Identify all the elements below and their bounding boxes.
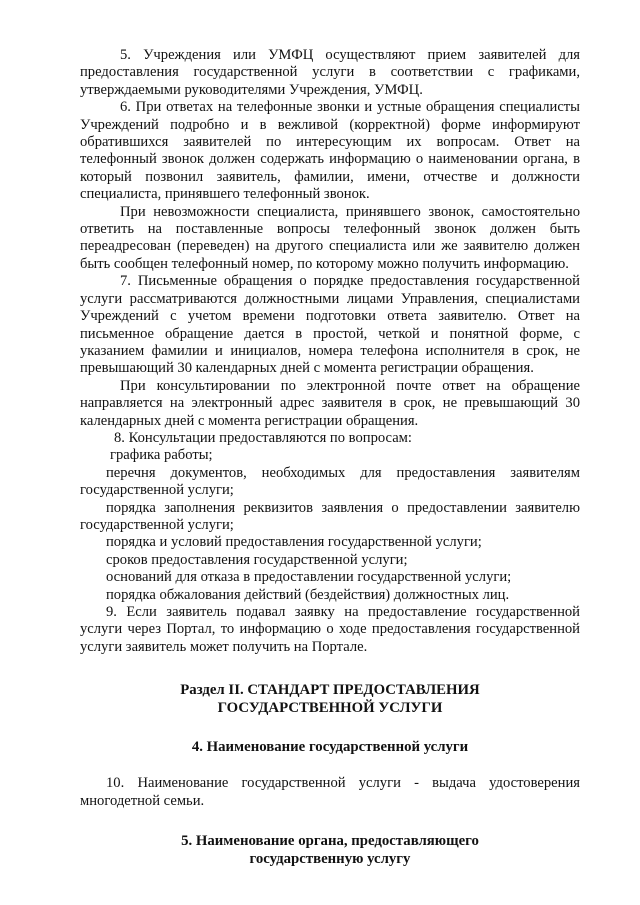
section-title-line-1: Раздел II. СТАНДАРТ ПРЕДОСТАВЛЕНИЯ xyxy=(180,682,480,699)
paragraph-6: 6. При ответах на телефонные звонки и устные обращения специалисты Учреждений подробно и в вежливой (корректной) форме информируют обратившихся заявителей по интересующим их вопросам. Ответ на телефонный звонок должен содержать информацию о наименовании органа, в который позвонил заявитель, фамилии, имени, отчестве и должности специалиста, принявшего телефонный звонок. xyxy=(80,99,580,203)
subsection-title-4: 4. Наименование государственной услуги xyxy=(191,739,469,756)
paragraph-7-continuation: При консультировании по электронной почте ответ на обращение направляется на электронный адрес заявителя в срок, не превышающий 30 календарных дней с момента регистрации обращения. xyxy=(80,377,580,429)
section-title xyxy=(80,681,580,717)
subsection-title-5-line-2: государственную услугу xyxy=(249,851,411,868)
list-item: перечня документов, необходимых для предоставления заявителям государственной услуги; xyxy=(80,464,580,499)
list-item: графика работы; xyxy=(110,447,213,464)
list-item: порядка обжалования действий (бездействия) должностных лиц. xyxy=(106,586,510,603)
subsection-title-5 xyxy=(80,832,580,868)
list-item: порядка и условий предоставления государственной услуги; xyxy=(106,534,482,551)
paragraph-8: 8. Консультации предоставляются по вопросам: xyxy=(114,429,412,446)
paragraph-5: 5. Учреждения или УМФЦ осуществляют прием заявителей для предоставления государственной услуги в соответствии с графиками, утверждаемыми руководителями Учреждения, УМФЦ. xyxy=(80,47,580,98)
list-item: порядка заполнения реквизитов заявления о предоставлении заявителю государственной услуги; xyxy=(80,499,580,533)
paragraph-9: 9. Если заявитель подавал заявку на предоставление государственной услуги через Портал, то информацию о ходе предоставления государственной услуги заявитель может получить на Портале. xyxy=(80,604,580,655)
document-page xyxy=(80,47,580,868)
subsection-title-5-line-1: 5. Наименование органа, предоставляющего xyxy=(181,833,479,850)
paragraph-6-continuation: При невозможности специалиста, принявшего звонок, самостоятельно ответить на поставленные вопросы телефонный звонок должен быть переадресован (переведен) на другого специалиста или же заявителю должен быть сообщен телефонный номер, по которому можно получить информацию. xyxy=(80,203,580,272)
paragraph-7: 7. Письменные обращения о порядке предоставления государственной услуги рассматриваются должностными лицами Управления, специалистами Учреждений с учетом времени подготовки ответа заявителю. Ответ на письменное обращение дается в простой, четкой и понятной форме, с указанием фамилии и инициалов, номера телефона исполнителя в срок, не превышающий 30 календарных дней с момента регистрации обращения. xyxy=(80,273,580,377)
section-title-line-2: ГОСУДАРСТВЕННОЙ УСЛУГИ xyxy=(217,700,443,717)
list-item: оснований для отказа в предоставлении государственной услуги; xyxy=(106,569,512,586)
list-item: сроков предоставления государственной услуги; xyxy=(106,551,408,568)
paragraph-10: 10. Наименование государственной услуги - выдача удостоверения многодетной семьи. xyxy=(80,775,580,809)
